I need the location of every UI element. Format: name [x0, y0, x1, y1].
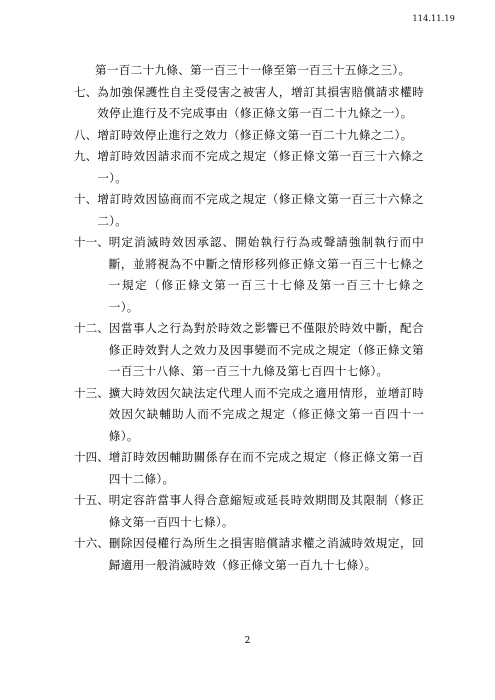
- list-item-14: [74, 447, 424, 490]
- list-item-9: [74, 146, 424, 189]
- amendment-list: [74, 60, 424, 576]
- list-item-number: 十、: [74, 192, 98, 206]
- page-number: 2: [244, 636, 251, 646]
- list-item-8: [74, 125, 424, 147]
- list-item-text: 增訂時效因輔助關係存在而不完成之規定（修正條文第一百四十二條）。: [108, 450, 424, 486]
- document-date: 114.11.19: [412, 14, 455, 23]
- list-item-text: 第一百二十九條、第一百三十一條至第一百三十五條之三）。: [95, 63, 411, 77]
- list-item-number: 十三、: [74, 385, 109, 400]
- list-item-15: [74, 490, 424, 533]
- list-item-text: 明定消滅時效因承認、開始執行行為或聲請強制執行而中斷，並將視為不中斷之情形移列修正條文第一百三十七條之一規定（修正條文第一百三十七條及第一百三十七條之一）。: [108, 235, 424, 314]
- list-item-7: [74, 82, 424, 125]
- list-item-12: [74, 318, 424, 383]
- list-item-text: 因當事人之行為對於時效之影響已不僅限於時效中斷，配合修正時效對人之效力及因事變而不完成之規定（修正條文第一百三十八條、第一百三十九條及第七百四十七條）。: [108, 321, 424, 378]
- list-item-number: 十二、: [74, 321, 109, 335]
- list-item-number: 七、: [74, 84, 98, 99]
- list-item-continuation: [74, 60, 424, 82]
- list-item-text: 為加強保護性自主受侵害之被害人，增訂其損害賠償請求權時效停止進行及不完成事由（修正條文第一百二十九條之一）。: [97, 84, 424, 120]
- list-item-text: 增訂時效因請求而不完成之規定（修正條文第一百三十六條之一）。: [97, 149, 424, 185]
- list-item-10: [74, 189, 424, 232]
- list-item-text: 刪除因侵權行為所生之損害賠償請求權之消滅時效規定，回歸適用一般消滅時效（修正條文第一百九十七條）。: [108, 536, 424, 572]
- list-item-number: 十一、: [74, 235, 109, 249]
- list-item-text: 增訂時效停止進行之效力（修正條文第一百二十九條之二）。: [97, 127, 413, 142]
- list-item-number: 十五、: [74, 493, 109, 507]
- list-item-text: 明定容許當事人得合意縮短或延長時效期間及其限制（修正條文第一百四十七條）。: [108, 493, 424, 529]
- list-item-number: 十六、: [74, 536, 109, 550]
- list-item-number: 九、: [74, 149, 98, 163]
- list-item-11: [74, 232, 424, 318]
- list-item-text: 擴大時效因欠缺法定代理人而不完成之適用情形，並增訂時效因欠缺輔助人而不完成之規定（修正條文第一百四十一條）。: [108, 385, 424, 443]
- list-item-number: 十四、: [74, 450, 109, 464]
- list-item-16: [74, 533, 424, 576]
- list-item-13: [74, 383, 424, 448]
- list-item-number: 八、: [74, 127, 98, 142]
- list-item-text: 增訂時效因協商而不完成之規定（修正條文第一百三十六條之二）。: [97, 192, 424, 228]
